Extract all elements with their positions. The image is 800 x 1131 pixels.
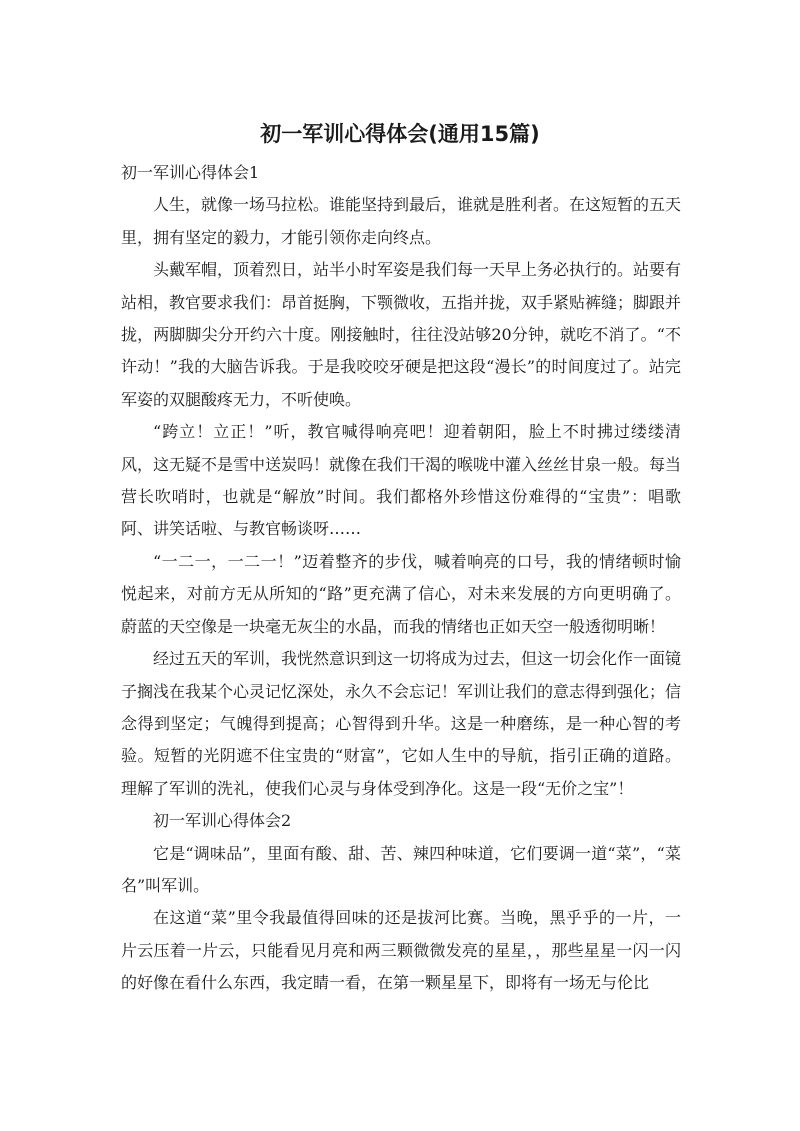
paragraph: 人生，就像一场马拉松。谁能坚持到最后，谁就是胜利者。在这短暂的五天里，拥有坚定的毅力，才能引领你走向终点。 (121, 195, 682, 247)
section-heading: 初一军训心得体会1 (121, 163, 260, 182)
paragraph: 经过五天的军训，我恍然意识到这一切将成为过去，但这一切会化作一面镜子搁浅在我某个心灵记忆深处，永久不会忘记！军训让我们的意志得到强化；信念得到坚定；气魄得到提高；心智得到升华。这是一种磨练，是一种心智的考验。短暂的光阴遮不住宝贵的“财富”，它如人生中的导航，指引正确的道路。理解了军训的洗礼，使我们心灵与身体受到净化。这是一段“无价之宝”！ (121, 649, 682, 798)
document-body (121, 157, 681, 1000)
section-heading: 初一军训心得体会2 (153, 811, 292, 831)
paragraph: 头戴军帽，顶着烈日，站半小时军姿是我们每一天早上务必执行的。站要有站相，教官要求我们：昂首挺胸，下颚微收，五指并拢，双手紧贴裤缝；脚跟并拢，两脚脚尖分开约六十度。刚接触时，往往没站够20分钟，就吃不消了。“不许动！”我的大脑告诉我。于是我咬咬牙硬是把这段“漫长”的时间度过了。站完军姿的双腿酸疼无力，不听使唤。 (121, 260, 682, 409)
document-title: 初一军训心得体会(通用15篇) (260, 122, 540, 146)
paragraph: “跨立！立正！”听，教官喊得响亮吧！迎着朝阳，脸上不时拂过缕缕清风，这无疑不是雪中送炭吗！就像在我们干渴的喉咙中灌入丝丝甘泉一般。每当营长吹哨时，也就是“解放”时间。我们都格外珍惜这份难得的“宝贵”：唱歌阿、讲笑话啦、与教官畅谈呀…… (121, 422, 682, 539)
paragraph: 它是“调味品”，里面有酸、甜、苦、辣四种味道，它们要调一道“菜”，“菜名”叫军训。 (121, 843, 681, 895)
paragraph: “一二一，一二一！”迈着整齐的步伐，喊着响亮的口号，我的情绪顿时愉悦起来，对前方无从所知的“路”更充满了信心，对未来发展的方向更明确了。蔚蓝的天空像是一块毫无灰尘的水晶，而我的情绪也正如天空一般透彻明晰！ (121, 551, 681, 636)
paragraph: 在这道“菜”里令我最值得回味的还是拔河比赛。当晚，黑乎乎的一片，一片云压着一片云，只能看见月亮和两三颗微微发亮的星星，，那些星星一闪一闪的好像在看什么东西，我定睛一看，在第一颗星星下，即将有一场无与伦比 (121, 908, 681, 993)
